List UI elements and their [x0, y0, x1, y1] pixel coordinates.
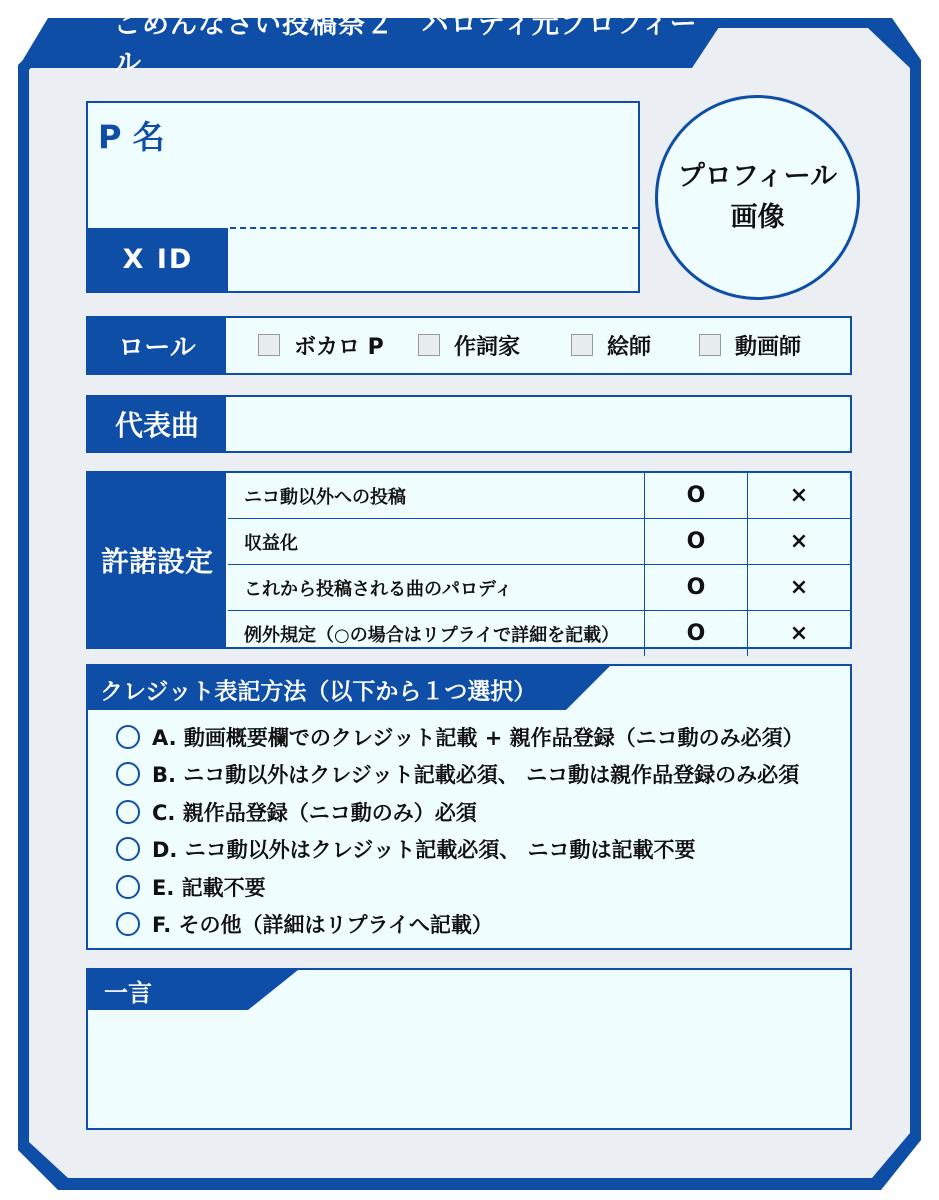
p-name-label: P 名 [98, 118, 165, 156]
credit-option-label: F. その他（詳細はリプライへ記載） [152, 913, 493, 938]
deny-option[interactable]: × [748, 519, 851, 565]
table-row [228, 473, 850, 519]
allow-option[interactable]: O [645, 519, 748, 565]
profile-image-placeholder[interactable] [655, 95, 860, 300]
checkbox[interactable] [699, 334, 721, 356]
permission-item: 収益化 [228, 519, 645, 565]
role-option-label: 作詞家 [454, 334, 521, 360]
credit-option-label: A. 動画概要欄でのクレジット記載 + 親作品登録（ニコ動のみ必須） [152, 725, 804, 750]
credit-heading: クレジット表記方法（以下から１つ選択） [100, 678, 537, 705]
song-label: 代表曲 [88, 397, 226, 451]
credit-option-e[interactable] [116, 868, 846, 906]
deny-option[interactable]: × [748, 565, 851, 611]
allow-option[interactable]: O [645, 565, 748, 611]
role-option-lyricist[interactable] [418, 330, 520, 360]
checkbox[interactable] [571, 334, 593, 356]
radio-button[interactable] [116, 875, 140, 899]
credit-options [116, 718, 846, 943]
checkbox[interactable] [258, 334, 280, 356]
credit-option-label: B. ニコ動以外はクレジット記載必須、 ニコ動は親作品登録のみ必須 [152, 763, 800, 788]
deny-option[interactable]: × [748, 611, 851, 657]
deny-option[interactable]: × [748, 473, 851, 519]
role-option-vocaloid-p[interactable] [258, 330, 384, 360]
credit-option-d[interactable] [116, 831, 846, 869]
credit-option-label: D. ニコ動以外はクレジット記載必須、 ニコ動は記載不要 [152, 838, 696, 863]
credit-option-label: E. 記載不要 [152, 875, 266, 900]
credit-option-label: C. 親作品登録（ニコ動のみ）必須 [152, 800, 477, 825]
checkbox[interactable] [418, 334, 440, 356]
credit-option-c[interactable] [116, 793, 846, 831]
profile-image-label: プロフィール 画像 [677, 161, 838, 233]
allow-option[interactable]: O [645, 473, 748, 519]
permission-item: 例外規定（○の場合はリプライで詳細を記載） [228, 611, 645, 657]
permission-item: これから投稿される曲のパロディ [228, 565, 645, 611]
divider [230, 227, 638, 229]
role-option-label: 絵師 [607, 334, 652, 360]
radio-button[interactable] [116, 800, 140, 824]
radio-button[interactable] [116, 912, 140, 936]
radio-button[interactable] [116, 837, 140, 861]
page-title: ごめんなさい投稿祭２ パロディ元プロフィール [114, 9, 698, 79]
table-row [228, 565, 850, 611]
radio-button[interactable] [116, 762, 140, 786]
radio-button[interactable] [116, 725, 140, 749]
role-option-video-creator[interactable] [699, 330, 801, 360]
credit-option-b[interactable] [116, 756, 846, 794]
table-row [228, 519, 850, 565]
credit-option-f[interactable] [116, 906, 846, 944]
role-option-label: 動画師 [735, 334, 802, 360]
table-row [228, 611, 850, 657]
credit-option-a[interactable] [116, 718, 846, 756]
permission-item: ニコ動以外への投稿 [228, 473, 645, 519]
comment-heading: 一言 [104, 978, 152, 1007]
role-option-illustrator[interactable] [571, 330, 651, 360]
x-id-label: X ID [88, 228, 228, 291]
role-option-label: ボカロ P [294, 334, 384, 360]
permission-label: 許諾設定 [88, 473, 226, 647]
role-label: ロール [88, 318, 226, 373]
allow-option[interactable]: O [645, 611, 748, 657]
permission-table [228, 473, 850, 647]
